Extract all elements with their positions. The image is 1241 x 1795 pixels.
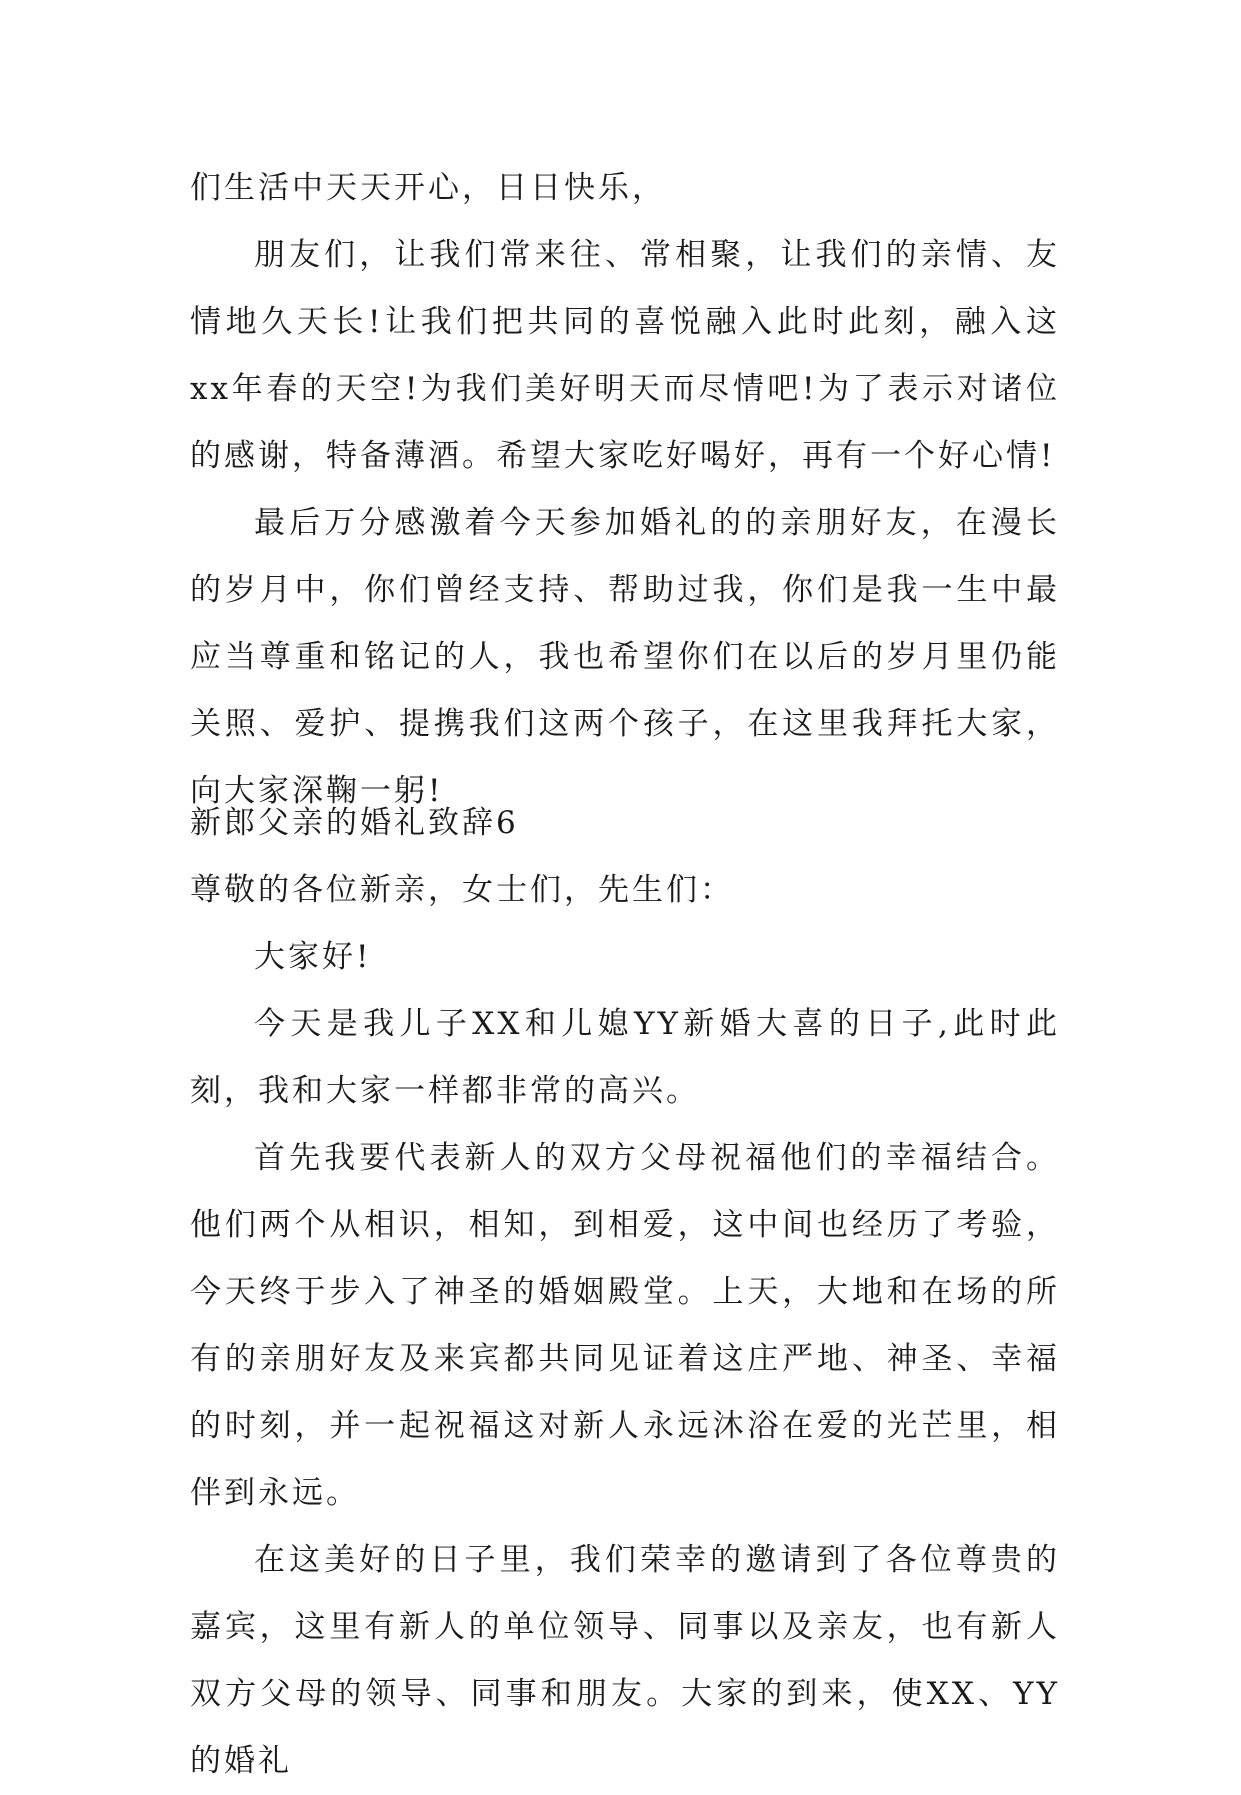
section-heading: 新郎父亲的婚礼致辞6 — [190, 805, 519, 841]
salutation: 尊敬的各位新亲，女士们，先生们： — [190, 872, 734, 908]
paragraph-guests: 在这美好的日子里，我们荣幸的邀请到了各位尊贵的嘉宾，这里有新人的单位领导、同事以及亲友，也有新人双方父母的领导、同事和朋友。大家的到来，使XX、YY的婚礼 — [190, 1542, 1060, 1779]
paragraph-friends: 朋友们，让我们常来往、常相聚，让我们的亲情、友情地久天长!让我们把共同的喜悦融入此时此刻，融入这xx年春的天空!为我们美好明天而尽情吧!为了表示对诸位的感谢，特备薄酒。希望大家吃好喝好，再有一个好心情! — [190, 237, 1060, 474]
paragraph-thanks: 最后万分感激着今天参加婚礼的的亲朋好友，在漫长的岁月中，你们曾经支持、帮助过我，你们是我一生中最应当尊重和铭记的人，我也希望你们在以后的岁月里仍能关照、爱护、提携我们这两个孩子，在这里我拜托大家，向大家深鞠一躬! — [190, 505, 1060, 809]
paragraph-wedding-day: 今天是我儿子XX和儿媳YY新婚大喜的日子,此时此刻，我和大家一样都非常的高兴。 — [190, 1006, 1060, 1109]
paragraph-greeting: 大家好! — [254, 939, 372, 975]
section-one — [190, 155, 1060, 825]
paragraph-blessing: 首先我要代表新人的双方父母祝福他们的幸福结合。他们两个从相识，相知，到相爱，这中间也经历了考验，今天终于步入了神圣的婚姻殿堂。上天，大地和在场的所有的亲朋好友及来宾都共同见证着这庄严地、神圣、幸福的时刻，并一起祝福这对新人永远沐浴在爱的光芒里，相伴到永远。 — [190, 1140, 1060, 1511]
paragraph-continuation: 们生活中天天开心，日日快乐， — [190, 170, 666, 206]
section-two — [190, 790, 1060, 1795]
